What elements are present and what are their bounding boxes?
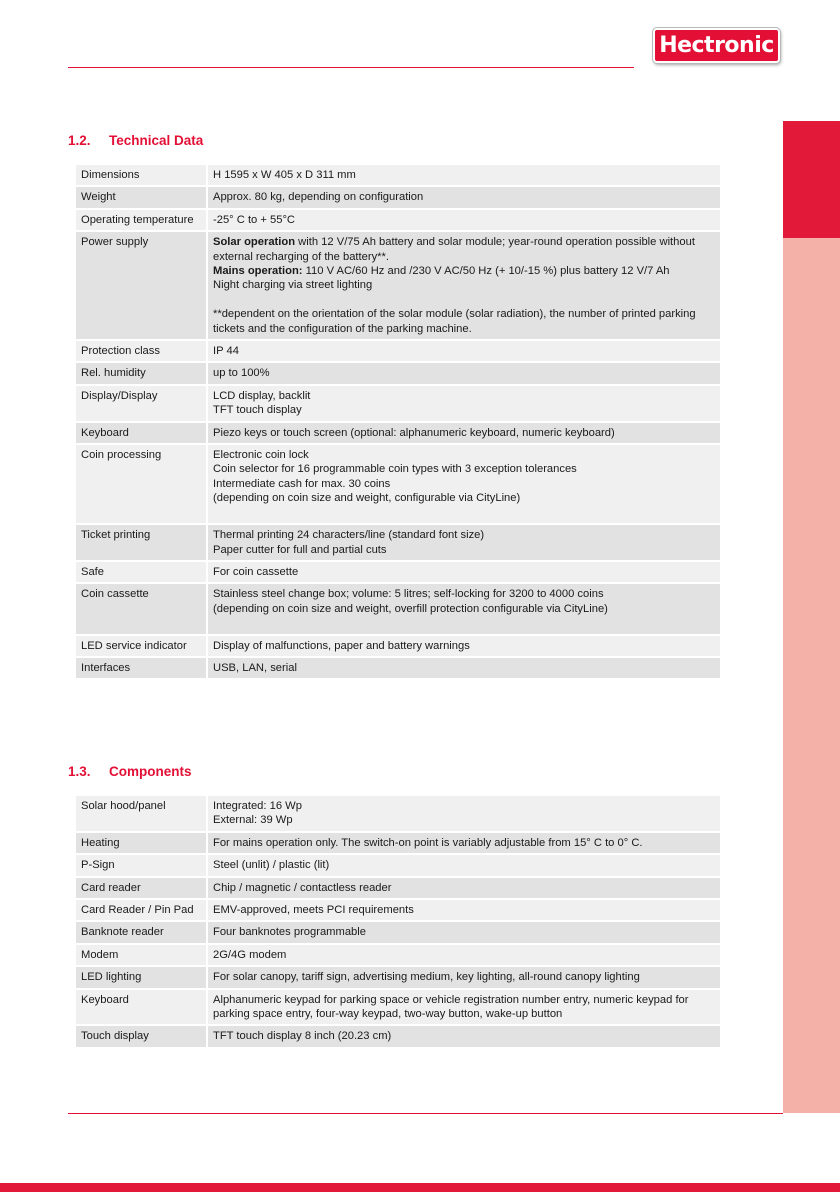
row-value bbox=[208, 945, 720, 965]
technical-data-table bbox=[76, 165, 720, 680]
value-line: Chip / magnetic / contactless reader bbox=[213, 881, 392, 894]
side-tab-bar bbox=[783, 238, 840, 1113]
row-label: Heating bbox=[76, 833, 206, 853]
value-line: Thermal printing 24 characters/line (standard font size) bbox=[213, 529, 485, 542]
hectronic-logo: Hectronic bbox=[653, 28, 780, 63]
value-line: LCD display, backlit bbox=[213, 389, 311, 402]
table-row bbox=[76, 855, 720, 877]
value-line: Steel (unlit) / plastic (lit) bbox=[213, 859, 330, 872]
table-row bbox=[76, 187, 720, 209]
value-line: parking space entry, four-way keypad, two-way button, wake-up button bbox=[213, 1008, 563, 1021]
row-label: Modem bbox=[76, 945, 206, 965]
row-value bbox=[208, 232, 720, 339]
row-value bbox=[208, 187, 720, 207]
row-label: Power supply bbox=[76, 232, 206, 339]
value-line: Four banknotes programmable bbox=[213, 926, 366, 939]
row-label: LED lighting bbox=[76, 967, 206, 987]
row-value bbox=[208, 1026, 720, 1046]
value-line: USB, LAN, serial bbox=[213, 661, 297, 674]
row-label: Weight bbox=[76, 187, 206, 207]
table-row bbox=[76, 341, 720, 363]
row-label: Solar hood/panel bbox=[76, 796, 206, 831]
row-value bbox=[208, 445, 720, 523]
value-line: TFT touch display 8 inch (20.23 cm) bbox=[213, 1030, 392, 1043]
row-label: Banknote reader bbox=[76, 922, 206, 942]
value-line: -25° C to + 55°C bbox=[213, 213, 296, 226]
row-value bbox=[208, 423, 720, 443]
row-value bbox=[208, 341, 720, 361]
row-value bbox=[208, 878, 720, 898]
table-row bbox=[76, 445, 720, 525]
value-line: External: 39 Wp bbox=[213, 814, 293, 827]
table-row bbox=[76, 562, 720, 584]
value-line: H 1595 x W 405 x D 311 mm bbox=[213, 169, 356, 181]
row-label: Safe bbox=[76, 562, 206, 582]
table-row bbox=[76, 423, 720, 445]
row-label: LED service indicator bbox=[76, 636, 206, 656]
section-title: Components bbox=[109, 764, 192, 779]
row-label: Touch display bbox=[76, 1026, 206, 1046]
value-line bbox=[213, 616, 716, 630]
row-value bbox=[208, 833, 720, 853]
table-row bbox=[76, 922, 720, 944]
value-emphasis: Solar operation bbox=[213, 236, 296, 249]
row-value bbox=[208, 990, 720, 1025]
row-label: Interfaces bbox=[76, 658, 206, 678]
value-line: external recharging of the battery**. bbox=[213, 250, 389, 263]
value-line: Stainless steel change box; volume: 5 litres; self-locking for 3200 to 4000 coins bbox=[213, 588, 604, 601]
table-row bbox=[76, 636, 720, 658]
value-line: IP 44 bbox=[213, 345, 239, 358]
value-line: **dependent on the orientation of the solar module (solar radiation), the number of printed parking bbox=[213, 308, 696, 321]
components-table bbox=[76, 796, 720, 1049]
table-row bbox=[76, 1026, 720, 1048]
table-row bbox=[76, 658, 720, 680]
table-row bbox=[76, 796, 720, 833]
value-line bbox=[213, 264, 716, 278]
table-row bbox=[76, 232, 720, 341]
row-value bbox=[208, 658, 720, 678]
row-label: Display/Display bbox=[76, 386, 206, 421]
row-value bbox=[208, 636, 720, 656]
row-value bbox=[208, 525, 720, 560]
table-row bbox=[76, 165, 720, 187]
value-line: Approx. 80 kg, depending on configuration bbox=[213, 191, 424, 204]
value-line: Piezo keys or touch screen (optional: alphanumeric keyboard, numeric keyboard) bbox=[213, 426, 615, 439]
value-line: Alphanumeric keypad for parking space or vehicle registration number entry, numeric keypad for bbox=[213, 993, 689, 1006]
table-row bbox=[76, 584, 720, 635]
row-label: Card Reader / Pin Pad bbox=[76, 900, 206, 920]
header-rule bbox=[68, 67, 634, 68]
value-line: TFT touch display bbox=[213, 404, 302, 417]
value-line: Intermediate cash for max. 30 coins bbox=[213, 477, 391, 490]
table-row bbox=[76, 967, 720, 989]
table-row bbox=[76, 878, 720, 900]
table-row bbox=[76, 945, 720, 967]
row-value bbox=[208, 165, 720, 185]
row-label: Protection class bbox=[76, 341, 206, 361]
value-line: Display of malfunctions, paper and battery warnings bbox=[213, 639, 470, 652]
value-line: For coin cassette bbox=[213, 565, 299, 578]
value-line bbox=[213, 506, 716, 520]
row-value bbox=[208, 967, 720, 987]
table-row bbox=[76, 210, 720, 232]
value-text: with 12 V/75 Ah battery and solar module; year-round operation possible without bbox=[295, 236, 695, 249]
table-row bbox=[76, 990, 720, 1027]
row-label: Keyboard bbox=[76, 990, 206, 1025]
section-number: 1.2. bbox=[68, 133, 91, 148]
row-value bbox=[208, 922, 720, 942]
value-line: Integrated: 16 Wp bbox=[213, 800, 302, 812]
value-line: (depending on coin size and weight, overfill protection configurable via CityLine) bbox=[213, 602, 608, 615]
row-label: Ticket printing bbox=[76, 525, 206, 560]
side-tab-active bbox=[783, 121, 840, 238]
row-value bbox=[208, 584, 720, 633]
table-row bbox=[76, 525, 720, 562]
value-line bbox=[213, 235, 716, 249]
value-emphasis: Mains operation: bbox=[213, 265, 303, 278]
row-label: Coin cassette bbox=[76, 584, 206, 633]
value-line: Coin selector for 16 programmable coin types with 3 exception tolerances bbox=[213, 463, 577, 476]
row-value bbox=[208, 210, 720, 230]
row-value bbox=[208, 562, 720, 582]
row-value bbox=[208, 900, 720, 920]
row-label: Dimensions bbox=[76, 165, 206, 185]
value-line bbox=[213, 293, 716, 307]
value-line: EMV-approved, meets PCI requirements bbox=[213, 904, 414, 917]
value-line: For solar canopy, tariff sign, advertising medium, key lighting, all-round canopy lighting bbox=[213, 971, 640, 984]
table-row bbox=[76, 363, 720, 385]
row-label: Rel. humidity bbox=[76, 363, 206, 383]
row-value bbox=[208, 386, 720, 421]
value-line: Paper cutter for full and partial cuts bbox=[213, 543, 387, 556]
row-label: Coin processing bbox=[76, 445, 206, 523]
table-row bbox=[76, 900, 720, 922]
row-label: Keyboard bbox=[76, 423, 206, 443]
footer-bar bbox=[0, 1183, 840, 1192]
row-value bbox=[208, 796, 720, 831]
section-heading-components bbox=[68, 764, 192, 779]
table-row bbox=[76, 386, 720, 423]
row-value bbox=[208, 363, 720, 383]
value-text: 110 V AC/60 Hz and /230 V AC/50 Hz (+ 10/-15 %) plus battery 12 V/7 Ah bbox=[302, 265, 670, 278]
value-line: Night charging via street lighting bbox=[213, 279, 373, 292]
value-line: For mains operation only. The switch-on point is variably adjustable from 15° C to 0° C. bbox=[213, 836, 643, 849]
value-line: Electronic coin lock bbox=[213, 449, 309, 462]
value-line: tickets and the configuration of the parking machine. bbox=[213, 322, 472, 335]
row-value bbox=[208, 855, 720, 875]
row-label: P-Sign bbox=[76, 855, 206, 875]
row-label: Card reader bbox=[76, 878, 206, 898]
value-line: (depending on coin size and weight, configurable via CityLine) bbox=[213, 492, 521, 505]
table-row bbox=[76, 833, 720, 855]
value-line: 2G/4G modem bbox=[213, 948, 287, 961]
row-label: Operating temperature bbox=[76, 210, 206, 230]
section-heading-technical-data bbox=[68, 133, 203, 148]
footer-rule bbox=[68, 1113, 783, 1114]
section-number: 1.3. bbox=[68, 764, 91, 779]
section-title: Technical Data bbox=[109, 133, 204, 148]
value-line: up to 100% bbox=[213, 367, 270, 380]
